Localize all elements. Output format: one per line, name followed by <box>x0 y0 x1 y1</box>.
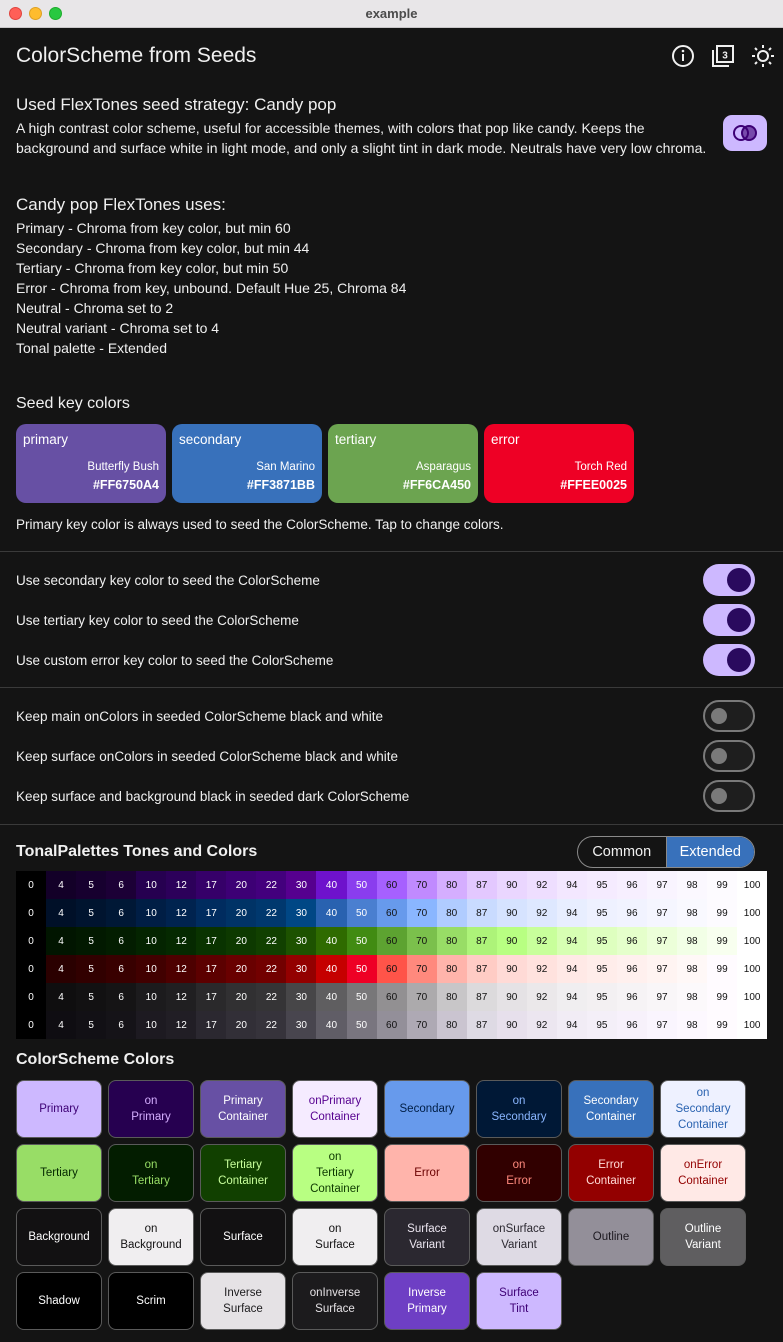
tone-swatch[interactable]: 20 <box>226 871 256 899</box>
seed-card-primary[interactable] <box>16 424 166 503</box>
tone-swatch[interactable]: 100 <box>737 955 767 983</box>
tone-swatch[interactable]: 20 <box>226 1011 256 1039</box>
scheme-color-card[interactable]: onInverse Surface <box>292 1272 378 1330</box>
tone-swatch[interactable]: 100 <box>737 1011 767 1039</box>
scheme-color-card[interactable]: Surface Variant <box>384 1208 470 1266</box>
tone-swatch[interactable]: 95 <box>587 983 617 1011</box>
tone-swatch[interactable]: 5 <box>76 955 106 983</box>
scheme-color-card[interactable]: Primary Container <box>200 1080 286 1138</box>
filter-3-icon[interactable] <box>710 43 736 69</box>
tone-swatch[interactable]: 87 <box>467 871 497 899</box>
uses-line: Error - Chroma from key, unbound. Default Hue 25, Chroma 84 <box>16 280 407 296</box>
seed-card-hex: #FF3871BB <box>246 478 315 492</box>
segment-extended[interactable]: Extended <box>666 837 755 867</box>
tone-swatch[interactable]: 94 <box>557 927 587 955</box>
tone-swatch[interactable]: 60 <box>377 955 407 983</box>
tone-swatch[interactable]: 12 <box>166 927 196 955</box>
tone-swatch[interactable]: 22 <box>256 1011 286 1039</box>
tone-swatch[interactable]: 92 <box>527 1011 557 1039</box>
tone-swatch[interactable]: 98 <box>677 927 707 955</box>
switch-knob <box>727 608 751 632</box>
tone-swatch[interactable]: 17 <box>196 927 226 955</box>
scheme-color-card[interactable]: Tertiary <box>16 1144 102 1202</box>
switch-label-black-surface: Keep surface and background black in seeded dark ColorScheme <box>16 789 410 804</box>
scheme-color-card[interactable]: on Secondary Container <box>660 1080 746 1138</box>
tone-swatch[interactable]: 70 <box>407 1011 437 1039</box>
tone-swatch[interactable]: 80 <box>437 955 467 983</box>
scheme-color-card[interactable]: onError Container <box>660 1144 746 1202</box>
tone-swatch[interactable]: 12 <box>166 955 196 983</box>
seed-card-label: error <box>491 432 520 447</box>
scheme-color-card[interactable]: on Secondary <box>476 1080 562 1138</box>
tone-swatch[interactable]: 6 <box>106 871 136 899</box>
seed-card-tertiary[interactable] <box>328 424 478 503</box>
tone-swatch[interactable]: 0 <box>16 1011 46 1039</box>
tone-swatch[interactable]: 40 <box>316 899 346 927</box>
tone-swatch[interactable]: 20 <box>226 927 256 955</box>
svg-text:3: 3 <box>722 50 728 62</box>
tone-swatch[interactable]: 4 <box>46 927 76 955</box>
tone-swatch[interactable]: 4 <box>46 1011 76 1039</box>
tone-swatch[interactable]: 10 <box>136 983 166 1011</box>
tone-swatch[interactable]: 99 <box>707 899 737 927</box>
tone-swatch[interactable]: 60 <box>377 1011 407 1039</box>
tone-swatch[interactable]: 10 <box>136 1011 166 1039</box>
tone-swatch[interactable]: 99 <box>707 983 737 1011</box>
tertiary-seed-switch[interactable] <box>703 604 755 636</box>
uses-line: Tonal palette - Extended <box>16 340 167 356</box>
scheme-color-card[interactable]: on Tertiary <box>108 1144 194 1202</box>
tone-swatch[interactable]: 97 <box>647 927 677 955</box>
scheme-color-card[interactable]: Surface Tint <box>476 1272 562 1330</box>
tone-swatch[interactable]: 5 <box>76 1011 106 1039</box>
tone-swatch[interactable]: 30 <box>286 871 316 899</box>
tone-swatch[interactable]: 0 <box>16 871 46 899</box>
scheme-heading: ColorScheme Colors <box>16 1051 175 1068</box>
tone-swatch[interactable]: 80 <box>437 927 467 955</box>
tone-swatch[interactable]: 90 <box>497 927 527 955</box>
tone-swatch[interactable]: 95 <box>587 927 617 955</box>
tone-swatch[interactable]: 6 <box>106 927 136 955</box>
tone-swatch[interactable]: 17 <box>196 899 226 927</box>
tone-swatch[interactable]: 100 <box>737 983 767 1011</box>
tone-swatch[interactable]: 60 <box>377 899 407 927</box>
tone-swatch[interactable]: 22 <box>256 871 286 899</box>
tone-swatch[interactable]: 12 <box>166 983 196 1011</box>
tone-swatch[interactable]: 6 <box>106 955 136 983</box>
tone-swatch[interactable]: 12 <box>166 871 196 899</box>
tone-swatch[interactable]: 10 <box>136 955 166 983</box>
tone-swatch[interactable]: 4 <box>46 899 76 927</box>
tone-swatch[interactable]: 40 <box>316 955 346 983</box>
tone-swatch[interactable]: 99 <box>707 871 737 899</box>
switch-label-secondary-seed: Use secondary key color to seed the ColorScheme <box>16 573 320 588</box>
seed-card-color-name: Torch Red <box>574 461 627 473</box>
tone-swatch[interactable]: 96 <box>617 899 647 927</box>
tone-swatch[interactable]: 30 <box>286 1011 316 1039</box>
tone-swatch[interactable]: 100 <box>737 899 767 927</box>
tone-swatch[interactable]: 60 <box>377 983 407 1011</box>
tone-swatch[interactable]: 70 <box>407 983 437 1011</box>
divider <box>0 824 783 825</box>
tone-swatch[interactable]: 92 <box>527 955 557 983</box>
uses-line: Secondary - Chroma from key color, but min 44 <box>16 240 310 256</box>
tone-swatch[interactable]: 60 <box>377 871 407 899</box>
tone-swatch[interactable]: 97 <box>647 871 677 899</box>
tone-swatch[interactable]: 99 <box>707 955 737 983</box>
tone-swatch[interactable]: 95 <box>587 899 617 927</box>
tone-swatch[interactable]: 95 <box>587 1011 617 1039</box>
tone-swatch[interactable]: 22 <box>256 899 286 927</box>
tone-swatch[interactable]: 94 <box>557 1011 587 1039</box>
tone-swatch[interactable]: 4 <box>46 983 76 1011</box>
seed-card-label: secondary <box>179 432 242 447</box>
tone-swatch[interactable]: 12 <box>166 899 196 927</box>
seed-card-color-name: San Marino <box>256 461 315 473</box>
scheme-color-card[interactable]: Error <box>384 1144 470 1202</box>
seed-card-hex: #FF6750A4 <box>92 478 159 492</box>
seed-card-hex: #FF6CA450 <box>402 478 471 492</box>
tone-swatch[interactable]: 90 <box>497 1011 527 1039</box>
divider <box>0 551 783 552</box>
tone-swatch[interactable]: 40 <box>316 871 346 899</box>
tone-swatch[interactable]: 99 <box>707 927 737 955</box>
tone-swatch[interactable]: 22 <box>256 955 286 983</box>
tone-swatch[interactable]: 98 <box>677 983 707 1011</box>
tone-swatch[interactable]: 4 <box>46 955 76 983</box>
tonal-row-primary <box>16 871 767 899</box>
main-oncolors-bw-switch[interactable] <box>703 700 755 732</box>
tone-swatch[interactable]: 50 <box>347 955 377 983</box>
uses-line: Primary - Chroma from key color, but min 60 <box>16 220 291 236</box>
tone-swatch[interactable]: 96 <box>617 1011 647 1039</box>
strategy-heading: Used FlexTones seed strategy: Candy pop <box>16 95 337 114</box>
tonal-row-neutral-variant <box>16 1011 767 1039</box>
tone-swatch[interactable]: 20 <box>226 899 256 927</box>
tone-swatch[interactable]: 100 <box>737 871 767 899</box>
switch-knob <box>727 568 751 592</box>
tone-swatch[interactable]: 30 <box>286 983 316 1011</box>
tone-swatch[interactable]: 97 <box>647 1011 677 1039</box>
tone-swatch[interactable]: 0 <box>16 927 46 955</box>
scheme-color-card[interactable]: Scrim <box>108 1272 194 1330</box>
window-titlebar <box>0 0 783 28</box>
scheme-color-card[interactable]: Outline <box>568 1208 654 1266</box>
scheme-color-card[interactable]: Inverse Surface <box>200 1272 286 1330</box>
tone-swatch[interactable]: 80 <box>437 1011 467 1039</box>
divider <box>0 687 783 688</box>
tone-swatch[interactable]: 30 <box>286 899 316 927</box>
seed-colors-note: Primary key color is always used to seed the ColorScheme. Tap to change colors. <box>16 517 504 532</box>
switch-knob <box>711 748 727 764</box>
seed-card-secondary[interactable] <box>172 424 322 503</box>
tone-swatch[interactable]: 98 <box>677 955 707 983</box>
uses-line: Tertiary - Chroma from key color, but min 50 <box>16 260 289 276</box>
tone-swatch[interactable]: 92 <box>527 899 557 927</box>
scheme-color-card[interactable]: Surface <box>200 1208 286 1266</box>
tone-swatch[interactable]: 40 <box>316 983 346 1011</box>
tone-swatch[interactable]: 70 <box>407 927 437 955</box>
tone-swatch[interactable]: 50 <box>347 899 377 927</box>
tone-swatch[interactable]: 99 <box>707 1011 737 1039</box>
scheme-color-card[interactable]: on Error <box>476 1144 562 1202</box>
tone-swatch[interactable]: 98 <box>677 871 707 899</box>
tone-swatch[interactable]: 96 <box>617 983 647 1011</box>
tone-swatch[interactable]: 87 <box>467 955 497 983</box>
black-surface-switch[interactable] <box>703 780 755 812</box>
segment-common[interactable]: Common <box>592 844 652 860</box>
scheme-color-card[interactable]: on Background <box>108 1208 194 1266</box>
tone-swatch[interactable]: 70 <box>407 955 437 983</box>
tone-swatch[interactable]: 80 <box>437 899 467 927</box>
seed-card-label: primary <box>23 432 69 447</box>
uses-line: Neutral variant - Chroma set to 4 <box>16 320 220 336</box>
tone-swatch[interactable]: 94 <box>557 955 587 983</box>
tone-swatch[interactable]: 70 <box>407 899 437 927</box>
info-icon[interactable] <box>670 43 696 69</box>
scheme-color-card[interactable]: Secondary <box>384 1080 470 1138</box>
tone-swatch[interactable]: 90 <box>497 871 527 899</box>
tone-swatch[interactable]: 50 <box>347 1011 377 1039</box>
tone-swatch[interactable]: 87 <box>467 927 497 955</box>
tone-swatch[interactable]: 40 <box>316 1011 346 1039</box>
tone-swatch[interactable]: 30 <box>286 955 316 983</box>
tone-swatch[interactable]: 100 <box>737 927 767 955</box>
switch-knob <box>727 648 751 672</box>
tone-swatch[interactable]: 95 <box>587 871 617 899</box>
tone-swatch[interactable]: 10 <box>136 899 166 927</box>
tone-swatch[interactable]: 5 <box>76 871 106 899</box>
seed-card-color-name: Asparagus <box>416 461 471 473</box>
tone-swatch[interactable]: 96 <box>617 955 647 983</box>
scheme-color-card[interactable]: onPrimary Container <box>292 1080 378 1138</box>
tone-swatch[interactable]: 87 <box>467 899 497 927</box>
scheme-color-card[interactable]: Inverse Primary <box>384 1272 470 1330</box>
uses-heading: Candy pop FlexTones uses: <box>16 195 226 214</box>
strategy-description: A high contrast color scheme, useful for accessible themes, with colors that pop like candy. Keeps the background and surface white in light mode, and only a slight tint in dark mode. Neutrals have very low chroma. <box>16 120 707 156</box>
tone-swatch[interactable]: 94 <box>557 983 587 1011</box>
page-title: ColorScheme from Seeds <box>16 44 257 67</box>
tone-swatch[interactable]: 4 <box>46 871 76 899</box>
tone-swatch[interactable]: 12 <box>166 1011 196 1039</box>
tone-swatch[interactable]: 0 <box>16 983 46 1011</box>
tone-swatch[interactable]: 22 <box>256 927 286 955</box>
tone-swatch[interactable]: 5 <box>76 899 106 927</box>
tone-swatch[interactable]: 10 <box>136 927 166 955</box>
switch-label-tertiary-seed: Use tertiary key color to seed the ColorScheme <box>16 613 299 628</box>
tone-swatch[interactable]: 17 <box>196 871 226 899</box>
scheme-color-card[interactable]: Secondary Container <box>568 1080 654 1138</box>
scheme-color-card[interactable]: Outline Variant <box>660 1208 746 1266</box>
tone-swatch[interactable]: 6 <box>106 1011 136 1039</box>
switch-knob <box>711 788 727 804</box>
scheme-color-card[interactable]: onSurface Variant <box>476 1208 562 1266</box>
tone-swatch[interactable]: 97 <box>647 899 677 927</box>
seed-card-hex: #FFEE0025 <box>560 478 627 492</box>
tone-swatch[interactable]: 94 <box>557 871 587 899</box>
tone-swatch[interactable]: 98 <box>677 1011 707 1039</box>
tone-swatch[interactable]: 10 <box>136 871 166 899</box>
tone-swatch[interactable]: 0 <box>16 899 46 927</box>
palette-type-segmented <box>577 836 755 868</box>
tone-swatch[interactable]: 5 <box>76 983 106 1011</box>
tone-swatch[interactable]: 97 <box>647 983 677 1011</box>
tone-swatch[interactable]: 80 <box>437 983 467 1011</box>
tone-swatch[interactable]: 50 <box>347 983 377 1011</box>
tone-swatch[interactable]: 90 <box>497 955 527 983</box>
seed-card-error[interactable] <box>484 424 634 503</box>
window-title: example <box>365 6 418 21</box>
tone-swatch[interactable]: 98 <box>677 899 707 927</box>
tone-swatch[interactable]: 87 <box>467 983 497 1011</box>
tone-swatch[interactable]: 60 <box>377 927 407 955</box>
scheme-color-card[interactable]: on Tertiary Container <box>292 1144 378 1202</box>
tone-swatch[interactable]: 95 <box>587 955 617 983</box>
tonal-heading: TonalPalettes Tones and Colors <box>16 843 258 860</box>
brightness-icon[interactable] <box>750 43 776 69</box>
seed-card-color-name: Butterfly Bush <box>87 461 159 473</box>
tone-swatch[interactable]: 17 <box>196 983 226 1011</box>
tone-swatch[interactable]: 97 <box>647 955 677 983</box>
tone-swatch[interactable]: 96 <box>617 871 647 899</box>
tone-swatch[interactable]: 92 <box>527 871 557 899</box>
tonal-row-error <box>16 955 767 983</box>
tone-swatch[interactable]: 96 <box>617 927 647 955</box>
tone-swatch[interactable]: 0 <box>16 955 46 983</box>
error-seed-switch[interactable] <box>703 644 755 676</box>
tonal-row-secondary <box>16 899 767 927</box>
switch-label-main-oncolors-bw: Keep main onColors in seeded ColorScheme black and white <box>16 709 383 724</box>
scheme-color-card[interactable]: on Primary <box>108 1080 194 1138</box>
tonal-row-tertiary <box>16 927 767 955</box>
switch-label-error-seed: Use custom error key color to seed the ColorScheme <box>16 653 334 668</box>
tone-swatch[interactable]: 70 <box>407 871 437 899</box>
uses-list <box>16 218 406 358</box>
scheme-color-card[interactable]: Tertiary Container <box>200 1144 286 1202</box>
scheme-color-card[interactable]: on Surface <box>292 1208 378 1266</box>
seed-colors-heading: Seed key colors <box>16 395 130 412</box>
tone-swatch[interactable]: 90 <box>497 983 527 1011</box>
tone-swatch[interactable]: 20 <box>226 983 256 1011</box>
tonal-palettes-grid <box>16 871 767 1039</box>
tone-swatch[interactable]: 17 <box>196 955 226 983</box>
scheme-color-card[interactable]: Background <box>16 1208 102 1266</box>
tone-swatch[interactable]: 5 <box>76 927 106 955</box>
uses-line: Neutral - Chroma set to 2 <box>16 300 174 316</box>
strategy-toggle-button[interactable] <box>723 115 767 151</box>
tone-swatch[interactable]: 30 <box>286 927 316 955</box>
tone-swatch[interactable]: 40 <box>316 927 346 955</box>
tone-swatch[interactable]: 50 <box>347 871 377 899</box>
tone-swatch[interactable]: 20 <box>226 955 256 983</box>
tone-swatch[interactable]: 22 <box>256 983 286 1011</box>
scheme-color-card[interactable]: Primary <box>16 1080 102 1138</box>
tone-swatch[interactable]: 94 <box>557 899 587 927</box>
tone-swatch[interactable]: 50 <box>347 927 377 955</box>
secondary-seed-switch[interactable] <box>703 564 755 596</box>
tone-swatch[interactable]: 17 <box>196 1011 226 1039</box>
tone-swatch[interactable]: 87 <box>467 1011 497 1039</box>
tone-swatch[interactable]: 80 <box>437 871 467 899</box>
switch-label-surface-oncolors-bw: Keep surface onColors in seeded ColorScheme black and white <box>16 749 398 764</box>
tone-swatch[interactable]: 6 <box>106 899 136 927</box>
tone-swatch[interactable]: 92 <box>527 983 557 1011</box>
app-body <box>0 28 783 1342</box>
seed-card-label: tertiary <box>335 432 377 447</box>
scheme-color-card[interactable]: Error Container <box>568 1144 654 1202</box>
switch-knob <box>711 708 727 724</box>
tone-swatch[interactable]: 92 <box>527 927 557 955</box>
tone-swatch[interactable]: 6 <box>106 983 136 1011</box>
surface-oncolors-bw-switch[interactable] <box>703 740 755 772</box>
tonal-row-neutral <box>16 983 767 1011</box>
scheme-color-card[interactable]: Shadow <box>16 1272 102 1330</box>
tone-swatch[interactable]: 90 <box>497 899 527 927</box>
